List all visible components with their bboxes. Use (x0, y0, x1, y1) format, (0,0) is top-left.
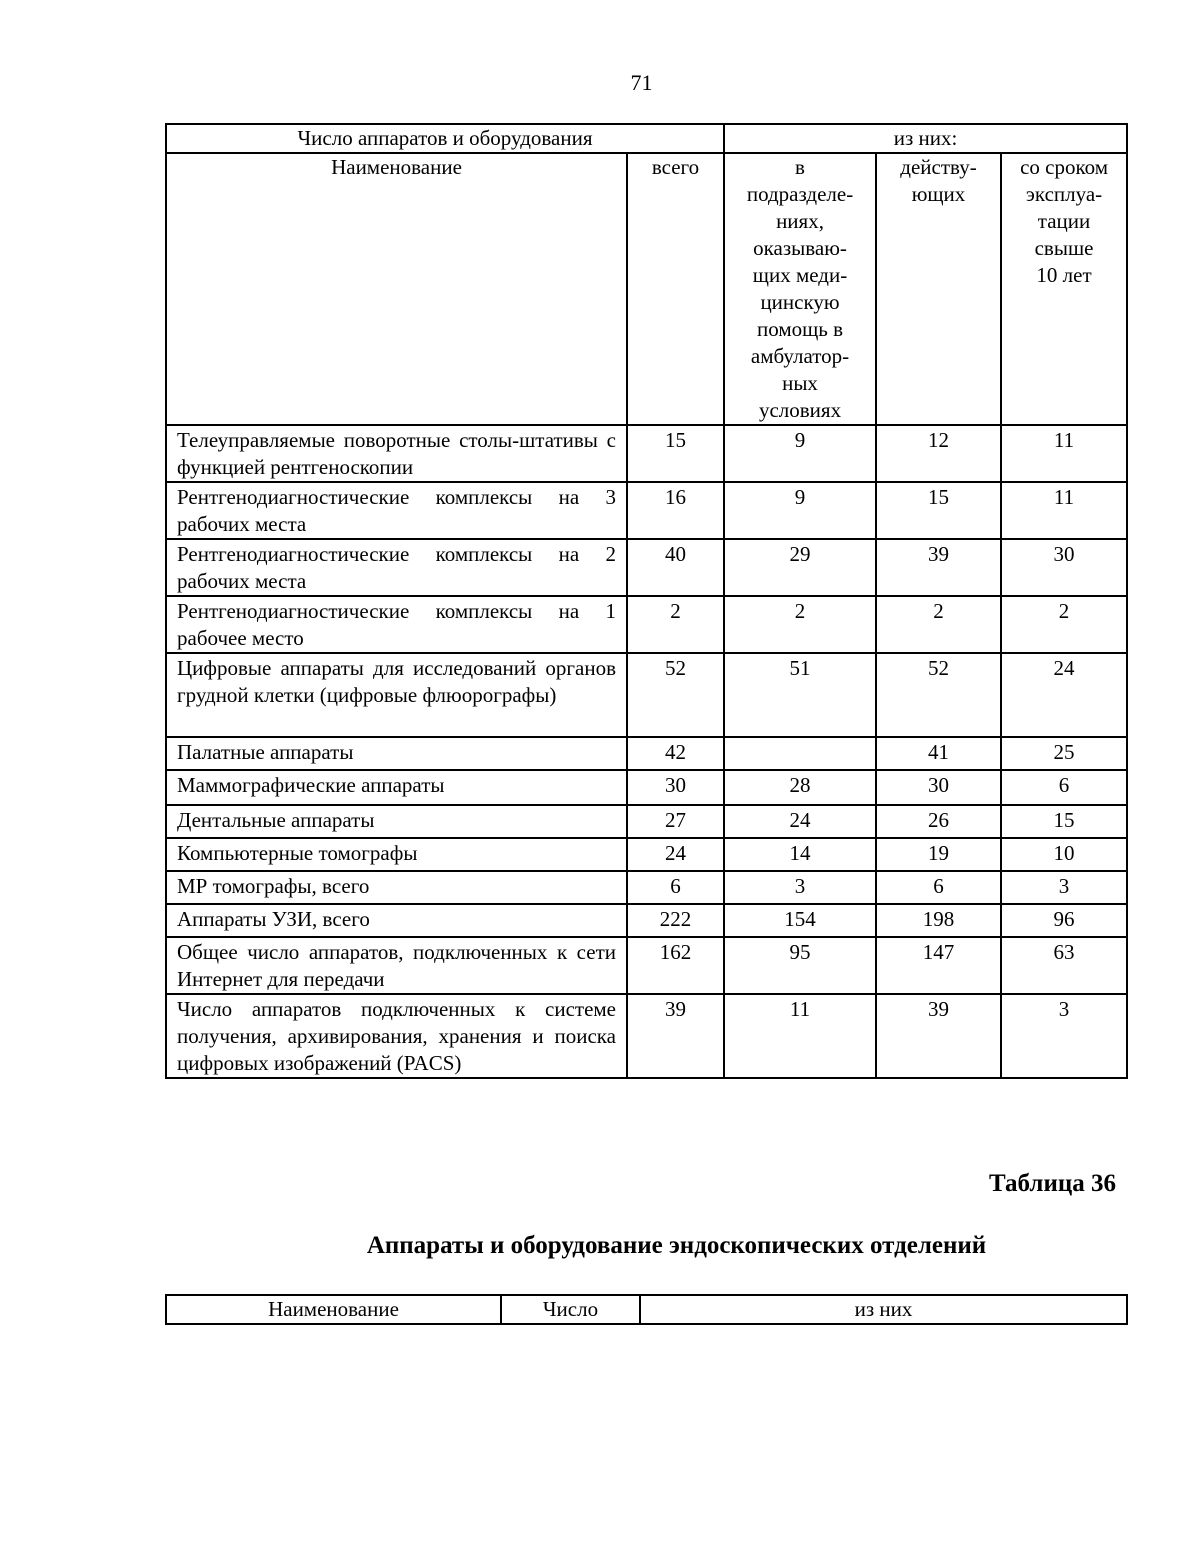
table-row (166, 737, 1127, 770)
header-line: цинскую (760, 290, 840, 314)
header-line: оказываю- (753, 236, 847, 260)
cell-total: 6 (627, 871, 724, 904)
equipment-name: Телеуправляемые поворотные столы-штативы с функцией рентгеноскопии (166, 425, 627, 482)
cell-over10: 3 (1001, 994, 1127, 1078)
equipment-name: МР томографы, всего (166, 871, 627, 904)
cell-over10: 2 (1001, 596, 1127, 653)
table-row (166, 805, 1127, 838)
header-line: со сроком (1020, 155, 1108, 179)
endoscopy-table (165, 1294, 1128, 1325)
cell-total: 15 (627, 425, 724, 482)
cell-outpatient: 24 (724, 805, 876, 838)
cell-outpatient: 2 (724, 596, 876, 653)
cell-over10: 30 (1001, 539, 1127, 596)
equipment-name: Цифровые аппараты для исследований органов грудной клетки (цифровые флюорографы) (166, 653, 627, 737)
group-header-equipment-count: Число аппаратов и оборудования (166, 124, 724, 153)
header-over-10-years (1001, 153, 1127, 425)
cell-total: 40 (627, 539, 724, 596)
page-number: 71 (630, 70, 653, 95)
cell-outpatient: 154 (724, 904, 876, 937)
cell-over10: 63 (1001, 937, 1127, 994)
table-row (166, 596, 1127, 653)
cell-outpatient: 14 (724, 838, 876, 871)
cell-active: 30 (876, 770, 1001, 805)
group-header-row (166, 124, 1127, 153)
header-line: тации (1037, 209, 1091, 233)
table-row (166, 838, 1127, 871)
cell-outpatient: 51 (724, 653, 876, 737)
cell-total: 16 (627, 482, 724, 539)
equipment-name: Палатные аппараты (166, 737, 627, 770)
equipment-name: Число аппаратов подключенных к системе получения, архивирования, хранения и поиска цифровых изображений (PACS) (166, 994, 627, 1078)
header-line: в (795, 155, 805, 179)
endo-header-of-them: из них (640, 1295, 1127, 1324)
cell-total: 42 (627, 737, 724, 770)
cell-over10: 6 (1001, 770, 1127, 805)
table-row (166, 871, 1127, 904)
equipment-rows (166, 425, 1127, 1078)
cell-outpatient (724, 737, 876, 770)
cell-over10: 11 (1001, 482, 1127, 539)
header-line: свыше (1034, 236, 1094, 260)
cell-active: 52 (876, 653, 1001, 737)
equipment-name: Маммографические аппараты (166, 770, 627, 805)
header-line: помощь в (756, 317, 844, 341)
cell-over10: 3 (1001, 871, 1127, 904)
equipment-name: Рентгенодиагностические комплексы на 1 рабочее место (166, 596, 627, 653)
table-row (166, 482, 1127, 539)
header-line: ниях, (776, 209, 824, 233)
header-line: условиях (758, 398, 842, 422)
cell-total: 39 (627, 994, 724, 1078)
equipment-name: Компьютерные томографы (166, 838, 627, 871)
cell-outpatient: 28 (724, 770, 876, 805)
cell-active: 41 (876, 737, 1001, 770)
header-line: подразделе- (746, 182, 854, 206)
cell-outpatient: 95 (724, 937, 876, 994)
cell-active: 26 (876, 805, 1001, 838)
cell-active: 198 (876, 904, 1001, 937)
equipment-name: Рентгенодиагностические комплексы на 3 рабочих места (166, 482, 627, 539)
cell-active: 19 (876, 838, 1001, 871)
table-row (166, 425, 1127, 482)
equipment-name: Общее число аппаратов, подключенных к сети Интернет для передачи (166, 937, 627, 994)
equipment-name: Дентальные аппараты (166, 805, 627, 838)
table-row (166, 937, 1127, 994)
header-name: Наименование (166, 153, 627, 425)
cell-total: 27 (627, 805, 724, 838)
table-row (166, 653, 1127, 737)
cell-total: 24 (627, 838, 724, 871)
header-line: действу- (900, 155, 977, 179)
table-row (166, 770, 1127, 805)
cell-over10: 11 (1001, 425, 1127, 482)
header-line: амбулатор- (750, 344, 850, 368)
table-row (166, 994, 1127, 1078)
cell-over10: 15 (1001, 805, 1127, 838)
cell-total: 52 (627, 653, 724, 737)
cell-over10: 96 (1001, 904, 1127, 937)
cell-outpatient: 9 (724, 425, 876, 482)
table-row (166, 539, 1127, 596)
table-title: Аппараты и оборудование эндоскопических отделений (366, 1232, 987, 1259)
cell-total: 30 (627, 770, 724, 805)
cell-outpatient: 11 (724, 994, 876, 1078)
equipment-table (165, 123, 1128, 1079)
cell-active: 6 (876, 871, 1001, 904)
header-line: ющих (911, 182, 966, 206)
cell-active: 39 (876, 994, 1001, 1078)
cell-over10: 25 (1001, 737, 1127, 770)
header-active (876, 153, 1001, 425)
cell-total: 2 (627, 596, 724, 653)
header-line: 10 лет (1036, 263, 1092, 287)
header-outpatient (724, 153, 876, 425)
header-line: щих меди- (752, 263, 848, 287)
header-total: всего (627, 153, 724, 425)
table-row (166, 904, 1127, 937)
header-line: эксплуа- (1025, 182, 1103, 206)
cell-over10: 24 (1001, 653, 1127, 737)
cell-active: 2 (876, 596, 1001, 653)
cell-over10: 10 (1001, 838, 1127, 871)
table-caption: Таблица 36 (988, 1170, 1116, 1197)
cell-outpatient: 29 (724, 539, 876, 596)
cell-outpatient: 9 (724, 482, 876, 539)
header-line: ных (782, 371, 818, 395)
endo-header-name: Наименование (166, 1295, 501, 1324)
cell-total: 162 (627, 937, 724, 994)
equipment-name: Аппараты УЗИ, всего (166, 904, 627, 937)
column-header-row (166, 153, 1127, 425)
cell-outpatient: 3 (724, 871, 876, 904)
endoscopy-header-row (166, 1295, 1127, 1324)
cell-total: 222 (627, 904, 724, 937)
group-header-of-them: из них: (724, 124, 1127, 153)
cell-active: 15 (876, 482, 1001, 539)
cell-active: 12 (876, 425, 1001, 482)
cell-active: 39 (876, 539, 1001, 596)
endo-header-count: Число (501, 1295, 640, 1324)
cell-active: 147 (876, 937, 1001, 994)
equipment-name: Рентгенодиагностические комплексы на 2 рабочих места (166, 539, 627, 596)
